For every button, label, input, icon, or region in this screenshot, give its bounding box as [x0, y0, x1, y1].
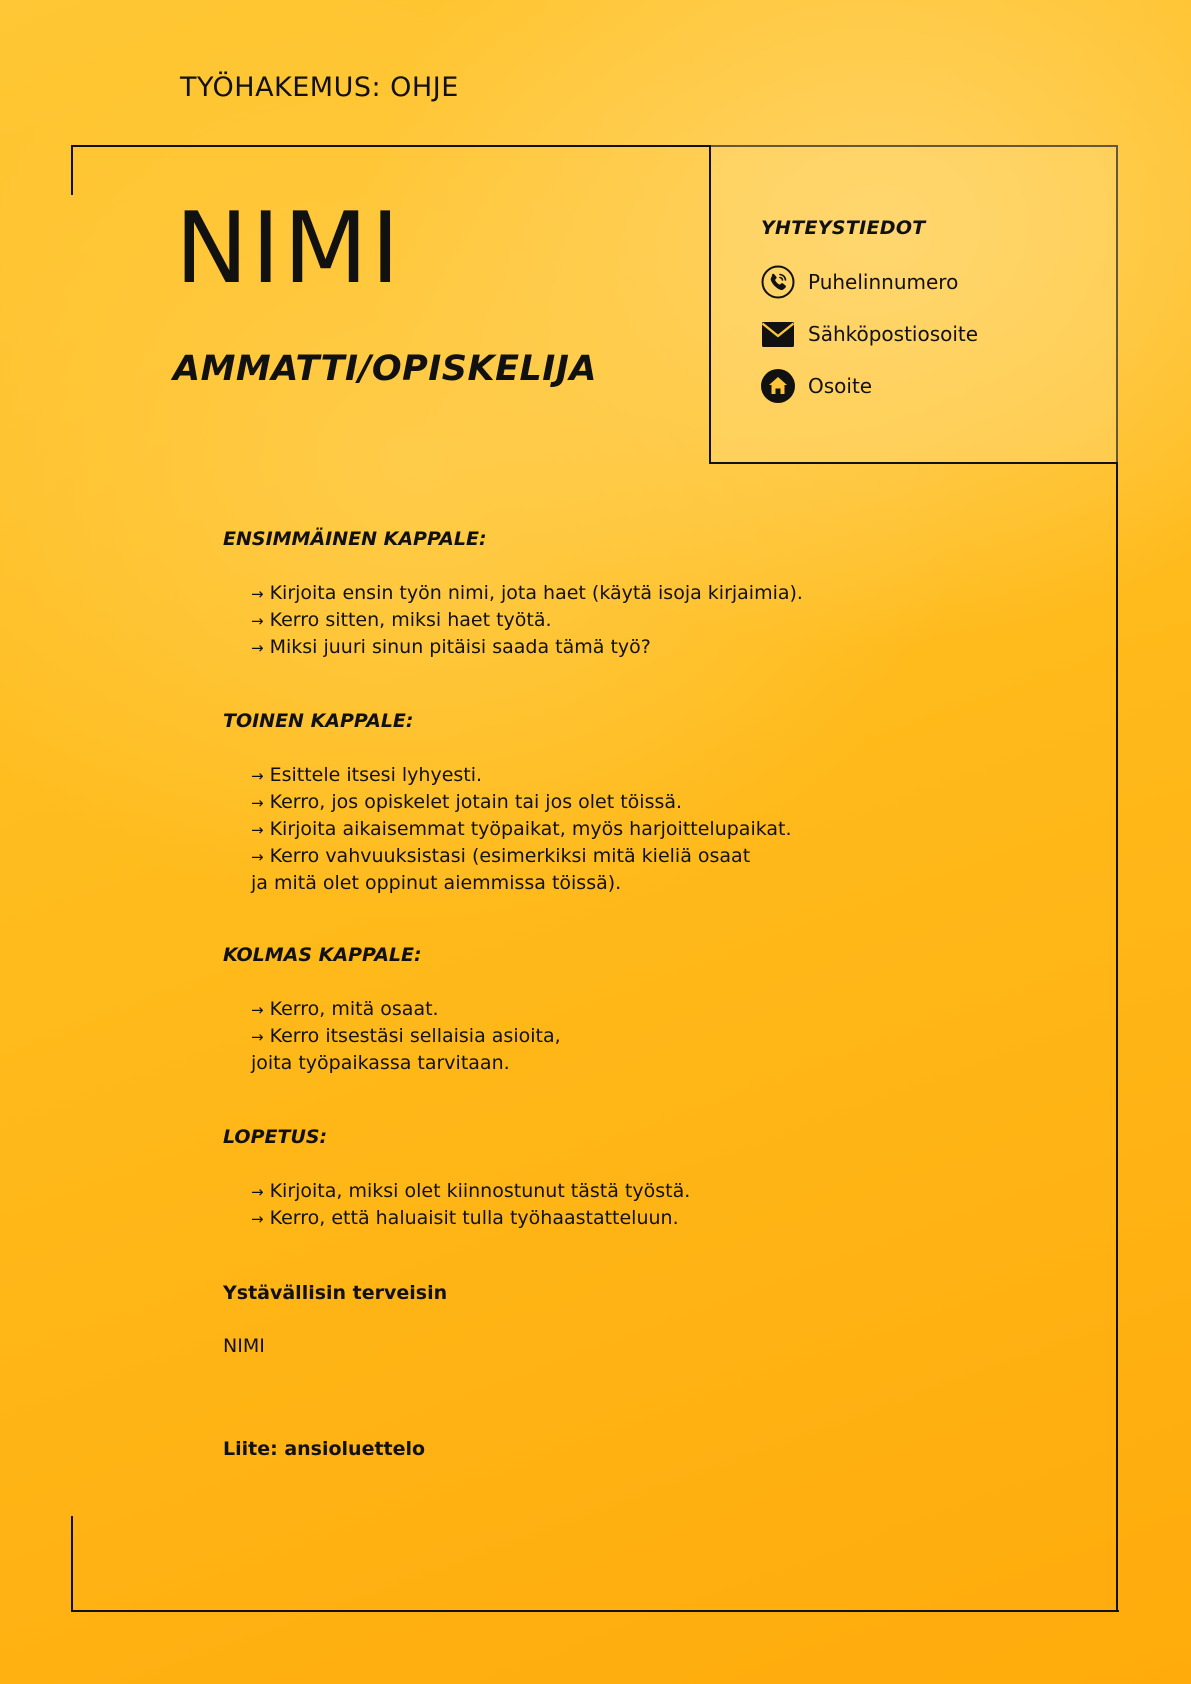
- section-list-2: [251, 762, 792, 896]
- list-item-continuation: joita työpaikassa tarvitaan.: [251, 1052, 510, 1074]
- list-item: → Kerro sitten, miksi haet työtä.: [251, 609, 552, 631]
- section-list-3: [251, 996, 561, 1076]
- email-label: Sähköpostiosoite: [808, 322, 979, 346]
- contact-phone: [761, 264, 958, 300]
- arrow-icon: →: [251, 1028, 264, 1046]
- attachment-note: Liite: ansioluettelo: [223, 1438, 426, 1460]
- arrow-icon: →: [251, 767, 264, 785]
- section-list-4: [251, 1178, 690, 1232]
- phone-label: Puhelinnumero: [808, 270, 959, 294]
- arrow-icon: →: [251, 639, 264, 657]
- page-title: TYÖHAKEMUS: OHJE: [180, 72, 459, 103]
- applicant-name: NIMI: [175, 192, 403, 306]
- address-label: Osoite: [808, 374, 873, 398]
- list-item-continuation: ja mitä olet oppinut aiemmissa töissä).: [251, 872, 622, 894]
- list-item: → Kerro vahvuuksistasi (esimerkiksi mitä kieliä osaat: [251, 845, 751, 867]
- frame-left-bottom-line: [71, 1516, 73, 1612]
- frame-left-top-line: [71, 145, 73, 195]
- home-icon: [761, 369, 795, 403]
- section-heading-1: ENSIMMÄINEN KAPPALE:: [223, 528, 487, 550]
- contact-box: [709, 145, 1118, 464]
- envelope-icon: [761, 317, 795, 351]
- section-heading-2: TOINEN KAPPALE:: [223, 710, 414, 732]
- list-item: → Kerro itsestäsi sellaisia asioita,: [251, 1025, 561, 1047]
- arrow-icon: →: [251, 794, 264, 812]
- list-item: → Miksi juuri sinun pitäisi saada tämä työ?: [251, 636, 651, 658]
- arrow-icon: →: [251, 1001, 264, 1019]
- arrow-icon: →: [251, 1210, 264, 1228]
- section-heading-3: KOLMAS KAPPALE:: [223, 944, 422, 966]
- list-item: → Esittele itsesi lyhyesti.: [251, 764, 483, 786]
- list-item: → Kerro, jos opiskelet jotain tai jos olet töissä.: [251, 791, 683, 813]
- applicant-profession: AMMATTI/OPISKELIJA: [173, 349, 597, 389]
- list-item: → Kerro, mitä osaat.: [251, 998, 439, 1020]
- frame-bottom-line: [71, 1610, 1119, 1612]
- arrow-icon: →: [251, 848, 264, 866]
- arrow-icon: →: [251, 1183, 264, 1201]
- list-item: → Kirjoita, miksi olet kiinnostunut tästä työstä.: [251, 1180, 691, 1202]
- list-item: → Kerro, että haluaisit tulla työhaastatteluun.: [251, 1207, 679, 1229]
- arrow-icon: →: [251, 612, 264, 630]
- section-heading-4: LOPETUS:: [223, 1126, 328, 1148]
- list-item: → Kirjoita ensin työn nimi, jota haet (käytä isoja kirjaimia).: [251, 582, 803, 604]
- arrow-icon: →: [251, 821, 264, 839]
- list-item: → Kirjoita aikaisemmat työpaikat, myös harjoittelupaikat.: [251, 818, 792, 840]
- closing-greeting: Ystävällisin terveisin: [223, 1282, 448, 1304]
- contact-email: [761, 316, 978, 352]
- arrow-icon: →: [251, 585, 264, 603]
- section-list-1: [251, 580, 803, 661]
- contact-title: YHTEYSTIEDOT: [761, 217, 926, 239]
- phone-icon: [761, 265, 795, 299]
- contact-address: [761, 368, 872, 404]
- closing-signature: NIMI: [223, 1335, 265, 1357]
